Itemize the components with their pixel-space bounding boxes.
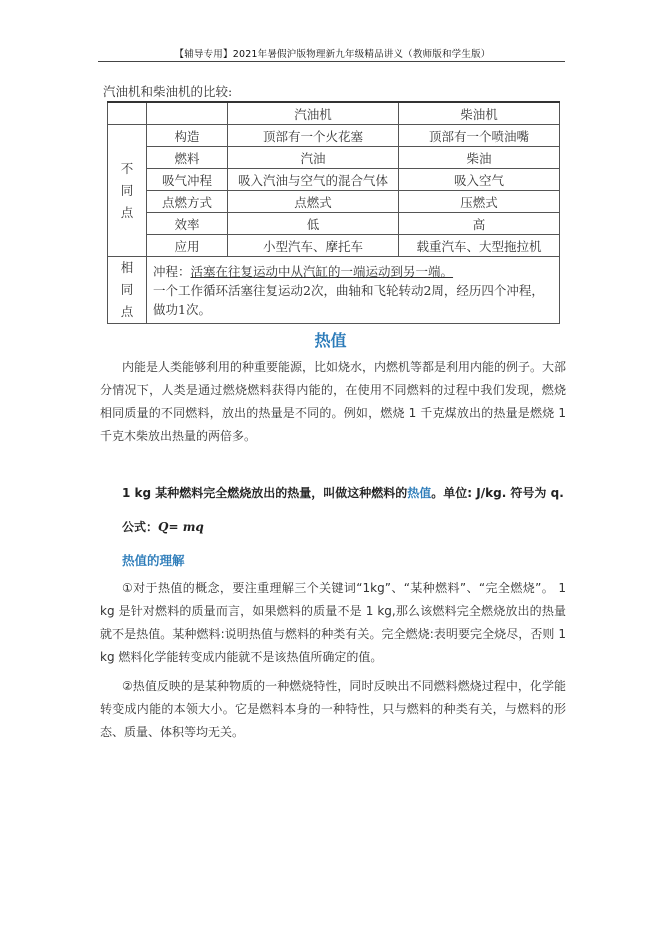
section-title: 热值 <box>314 331 347 350</box>
cell-gasoline: 吸入汽油与空气的混合气体 <box>228 169 399 191</box>
heat-value-definition <box>122 484 582 501</box>
table-row <box>108 191 560 213</box>
table-row <box>108 235 560 257</box>
formula <box>122 518 204 535</box>
formula-expression: Q= mq <box>158 520 204 534</box>
diff-label <box>108 125 147 257</box>
table-caption: 汽油机和柴油机的比较: <box>103 84 233 99</box>
table-row <box>108 147 560 169</box>
cell-gasoline: 顶部有一个火花塞 <box>228 125 399 147</box>
cell-gasoline: 小型汽车、摩托车 <box>228 235 399 257</box>
cell-diesel: 压燃式 <box>399 191 560 213</box>
table-row <box>108 125 560 147</box>
table-header-row <box>108 102 560 125</box>
diff-label-char: 同 <box>120 182 134 198</box>
definition-prefix: 1 kg 某种燃料完全燃烧放出的热量，叫做这种燃料的 <box>122 486 408 500</box>
diff-label-char: 不 <box>120 160 134 176</box>
row-name: 燃料 <box>147 147 228 169</box>
page-header: 【辅导专用】2021年暑假沪版物理新九年级精品讲义（教师版和学生版） <box>174 49 491 60</box>
cell-gasoline: 低 <box>228 213 399 235</box>
understanding-title: 热值的理解 <box>122 553 185 568</box>
understanding-paragraph-1: ①对于热值的概念，要注重理解三个关键词“1kg”、“某种燃料”、“完全燃烧”。 1 kg 是针对燃料的质量而言，如果燃料的质量不是 1 kg,那么该燃料完全燃烧放出的热量就不是热值。某种燃料:说明热值与燃料的种类有关。完全燃烧:表明要完全烧尽，否则 1 kg 燃料化学能转变成内能就不是该热值所确定的值。 <box>100 581 566 664</box>
cell-gasoline: 汽油 <box>228 147 399 169</box>
same-label-char: 同 <box>120 282 134 297</box>
definition-term: 热值 <box>407 486 432 500</box>
same-label-char: 点 <box>120 304 134 319</box>
cell-diesel: 载重汽车、大型拖拉机 <box>399 235 560 257</box>
row-name: 应用 <box>147 235 228 257</box>
header-rule <box>98 61 565 62</box>
cycle-description: 一个工作循环活塞往复运动2次，曲轴和飞轮转动2周，经历四个冲程，做功1次。 <box>153 282 544 317</box>
definition-suffix: 。单位: J/kg. 符号为 q. <box>431 486 564 500</box>
intro-paragraph: 内能是人类能够利用的种重要能源，比如烧水，内燃机等都是利用内能的例子。大部分情况下，人类是通过燃烧燃料获得内能的，在使用不同燃料的过程中我们发现，燃烧相同质量的不同燃料，放出的热量是不同的。例如，燃烧 1 千克煤放出的热量是燃烧 1 千克木柴放出热量的两倍多。 <box>100 360 567 443</box>
stroke-text: 活塞在往复运动中从汽缸的一端运动到另一端。 <box>190 263 454 279</box>
diff-label-char: 点 <box>120 204 134 220</box>
understanding-paragraph-2: ②热值反映的是某种物质的一种燃烧特性，同时反映出不同燃料燃烧过程中，化学能转变成内能的本领大小。它是燃料本身的一种特性，只与燃料的种类有关，与燃料的形态、质量、体积等均无关。 <box>100 679 566 739</box>
cell-diesel: 高 <box>399 213 560 235</box>
empty-corner <box>108 102 147 125</box>
cell-gasoline: 点燃式 <box>228 191 399 213</box>
stroke-definition <box>153 262 553 281</box>
row-name: 吸气冲程 <box>147 169 228 191</box>
row-name: 构造 <box>147 125 228 147</box>
same-points-cell <box>147 257 560 324</box>
col-header-gasoline: 汽油机 <box>228 102 399 125</box>
table-row <box>108 213 560 235</box>
cell-diesel: 吸入空气 <box>399 169 560 191</box>
comparison-table <box>107 101 560 324</box>
same-label <box>108 257 147 324</box>
same-label-char: 相 <box>120 260 134 275</box>
table-row-same <box>108 257 560 324</box>
col-header-diesel: 柴油机 <box>399 102 560 125</box>
row-name: 点燃方式 <box>147 191 228 213</box>
cell-diesel: 顶部有一个喷油嘴 <box>399 125 560 147</box>
empty-corner <box>147 102 228 125</box>
table-row <box>108 169 560 191</box>
row-name: 效率 <box>147 213 228 235</box>
formula-label: 公式： <box>122 520 159 534</box>
cell-diesel: 柴油 <box>399 147 560 169</box>
stroke-prefix: 冲程： <box>153 263 191 279</box>
